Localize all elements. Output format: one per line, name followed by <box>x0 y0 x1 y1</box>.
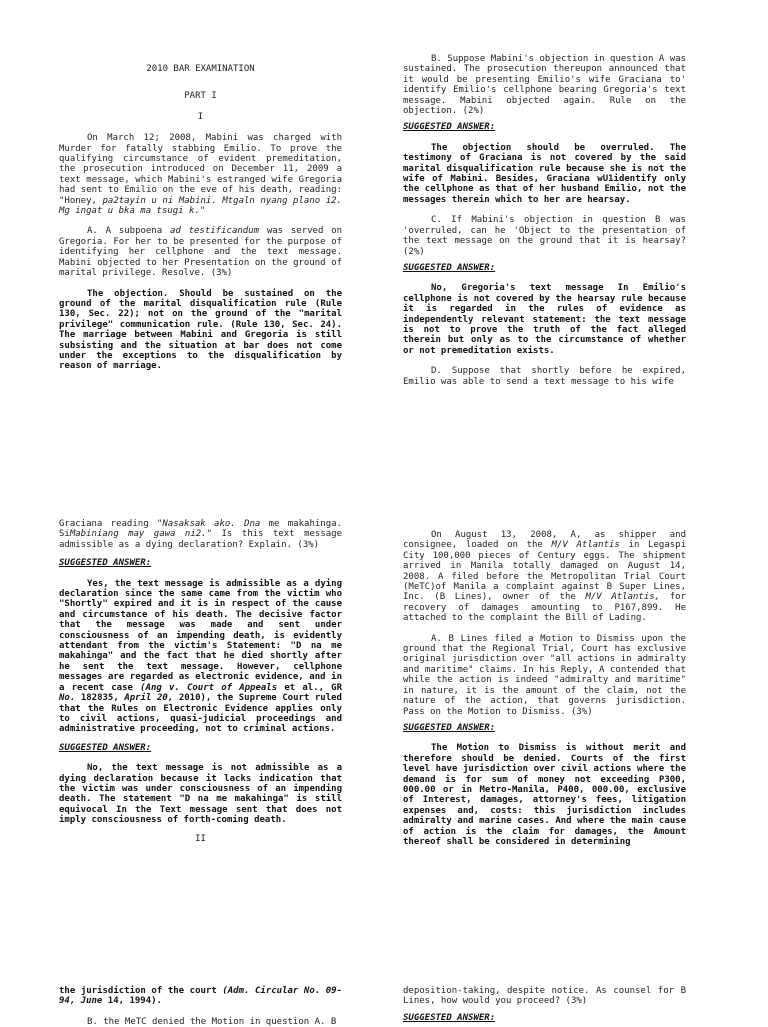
answer-b: The objection should be overruled. The testimony of Graciana is not covered by the said marital disqualification rule because she is not the wife of Mabini. Besides, Graciana wU1identify only the cellphone as that of her husband Emilio, not the messages therein which to her are hearsay. <box>403 142 686 205</box>
question-ii-intro: On August 13, 2008, A, as shipper and consignee, loaded on the M/V Atlantis in Legaspi City 100,000 pieces of Century eggs. The shipment arrived in Manila totally damaged on August 14, 2008. A filed before the Metropolitan Trial Court (MeTC)of Manila a complaint against B Super Lines, Inc. (B Lines), owner of the M/V Atlantis, for recovery of damages amounting to P167,899. He attached to the complaint the Bill of Lading. <box>403 530 686 624</box>
suggested-answer-label: SUGGESTED ANSWER: <box>59 742 152 753</box>
s2-right-column <box>403 530 686 847</box>
answer-d-yes: Yes, the text message is admissible as a dying declaration since the same came from the victim who "Shortly" expired and it is in respect of the cause and circumstance of his death. The decisive factor that the message was made and sent under consciousness of an impending death, is evidently attendant from the victim's Statement: "D na me makahinga" and the fact that he died shortly after he sent the text message. However, cellphone messages are regarded as electronic evidence, and in a recent case (Ang v. Court of Appeals et al., GR No. 182835, April 20, 2010), the Supreme Court ruled that the Rules on Electronic Evidence applies only to civil actions, quasi-judicial proceedings and administrative proceeding, not to criminal actions. <box>59 578 343 735</box>
suggested-answer-label: SUGGESTED ANSWER: <box>403 262 496 273</box>
s1-left-column <box>59 64 342 372</box>
roman-numeral-heading: II <box>195 833 206 844</box>
question-continued: deposition-taking, despite notice. As counsel for B Lines, how would you proceed? (3%) <box>403 986 686 1007</box>
suggested-answer-label: SUGGESTED ANSWER: <box>403 122 496 133</box>
answer-d-no: No, the text message is not admissible as a dying declaration because it lacks indication that the victim was under consciousness of an impending death. The statement "D na me makahinga" is still equivocal In the Text message sent that does not imply consciousness of forth-coming death. <box>59 763 342 826</box>
suggested-answer-label: SUGGESTED ANSWER: <box>403 722 496 733</box>
question-c: C. If Mabini's objection in question B was 'overruled, can he 'Object to the presentation of the text message on the ground that it is hearsay? (2%) <box>403 215 686 257</box>
question-intro: On March 12; 2008, Mabini was charged with Murder for fatally stabbing Emilio. To prove the qualifying circumstance of evident premeditation, the prosecution introduced on December 11, 2009 a text message, which Mabini's estranged wife Gregoria had sent to Emilio on the eve of his death, reading: "Honey, pa2tayin u ni Mabini. Mtgaln nyang plano i2. Mg ingat u bka ma tsugi k." <box>59 133 342 217</box>
part-heading: PART I <box>184 91 217 102</box>
s2-left-column <box>59 519 342 844</box>
question-a: A. A subpoena ad testificandum was served on Gregoria. For her to be presented for the purpose of identifying her cellphone and the text message. Mabini objected to her Presentation on the ground of marital privilege. Resolve. (3%) <box>59 226 343 279</box>
s3-left-column <box>59 986 342 1027</box>
question-ii-a: A. B Lines filed a Motion to Dismiss upon the ground that the Regional Trial, Court has exclusive original jurisdiction over "all actions in admiralty and maritime" claims. In his Reply, A contended that while the action is indeed "admiralty and maritime" in nature, it is the amount of the claim, not the nature of the action, that governs jurisdiction. Pass on the Motion to Dismiss. (3%) <box>403 633 686 717</box>
suggested-answer-label: SUGGESTED ANSWER: <box>403 1012 496 1023</box>
question-d: D. Suppose that shortly before he expired, Emilio was able to send a text message to his wife <box>403 366 686 387</box>
answer-ii-a: The Motion to Dismiss is without merit and therefore should be denied. Courts of the first level have jurisdiction over civil actions where the demand is for sum of money not exceeding P300, 000.00 or in Metro-Manila, P400, 000.00, exclusive of Interest, damages, attorney's fees, litigation expenses and, costs: this jurisdiction includes admiralty and marine cases. And where the main cause of action is the claim for damages, the Amount thereof shall be considered in determining <box>403 743 686 847</box>
question-ii-b: B. the MeTC denied the Motion in question A. B <box>87 1016 337 1027</box>
suggested-answer-label: SUGGESTED ANSWER: <box>59 558 152 569</box>
s1-right-column <box>403 54 686 387</box>
roman-numeral-heading: I <box>197 111 204 122</box>
question-b: B. Suppose Mabini's objection in question A was sustained. The prosecution thereupon announced that it would be presenting Emilio's wife Graciana to' identify Emilio's cellphone bearing Gregoria's text message. Mabini objected again. Rule on the objection. (2%) <box>403 54 686 117</box>
exam-title: 2010 BAR EXAMINATION <box>146 64 255 74</box>
answer-ii-a-continued: the jurisdiction of the court (Adm. Circular No. 09-94, June 14, 1994). <box>59 986 342 1007</box>
answer-a: The objection. Should be sustained on the ground of the marital disqualification rule (Rule 130, Sec. 22); not on the ground of the "marital privilege" communication rule. (Rule 130, Sec. 24). The marriage between Mabini and Gregoria is still subsisting and the situation at bar does not come under the exceptions to the disqualification by reason of marriage. <box>59 288 342 372</box>
question-d-continued: Graciana reading "Nasaksak ako. Dna me makahinga. SiMabiniang may gawa ni2." Is this text message admissible as a dying declaration? Explain. (3%) <box>59 519 342 550</box>
answer-c: No, Gregoria's text message In Emilio's cellphone is not covered by the hearsay rule because it is regarded in the rules of evidence as independently relevant statement: the text message is not to prove the truth of the fact alleged therein but only as to the circumstance of whether or not premeditation exists. <box>403 283 686 356</box>
s3-right-column <box>403 986 686 1023</box>
